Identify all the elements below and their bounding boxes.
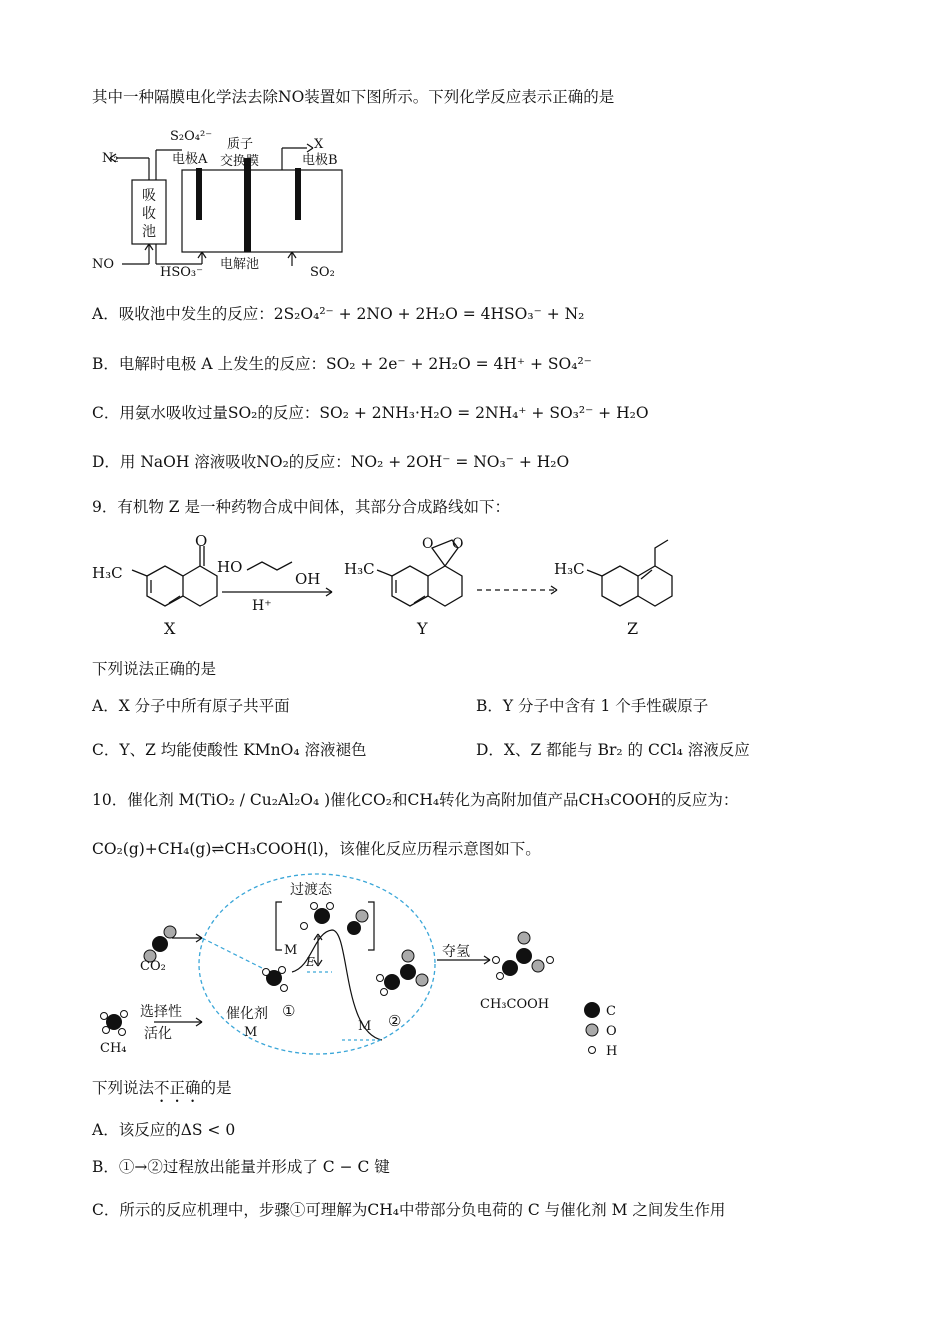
label-dehydro: 夺氢 bbox=[442, 944, 470, 960]
label-m-ts: M bbox=[284, 943, 298, 958]
label-absorb-1: 吸 bbox=[142, 188, 156, 204]
label-transition: 过渡态 bbox=[290, 882, 332, 898]
q8-option-c: C．用氨水吸收过量SO₂的反应：SO₂ + 2NH₃·H₂O = 2NH₄⁺ + SO₃²⁻ + H₂O bbox=[92, 404, 649, 422]
label-ch4: CH₄ bbox=[100, 1041, 127, 1056]
label-product: CH₃COOH bbox=[480, 997, 550, 1012]
q9-ask: 下列说法正确的是 bbox=[92, 660, 217, 678]
label-electrode-a: 电极A bbox=[172, 152, 208, 167]
x-label: X bbox=[164, 619, 176, 638]
label-n2: N₂ bbox=[102, 151, 119, 166]
q8-option-b: B．电解时电极 A 上发生的反应：SO₂ + 2e⁻ + 2H₂O = 4H⁺ + SO₄²⁻ bbox=[92, 355, 592, 373]
label-absorb-2: 收 bbox=[142, 206, 156, 222]
z-h3c: H₃C bbox=[554, 560, 585, 578]
q8-option-d: D．用 NaOH 溶液吸收NO₂的反应：NO₂ + 2OH⁻ = NO₃⁻ + H₂O bbox=[92, 453, 570, 471]
label-co2: CO₂ bbox=[140, 959, 166, 974]
q9-stem: 9．有机物 Z 是一种药物合成中间体，其部分合成路线如下： bbox=[92, 498, 510, 516]
legend-o: O bbox=[606, 1024, 617, 1039]
label-absorb-3: 池 bbox=[142, 224, 156, 240]
y-label: Y bbox=[417, 619, 428, 638]
emphasis-text: 不正确 bbox=[154, 1079, 201, 1097]
label-select-1: 选择性 bbox=[140, 1004, 182, 1020]
q10-stem-1: 10．催化剂 M(TiO₂ / Cu₂Al₂O₄ )催化CO₂和CH₄转化为高附加值产品CH₃COOH的反应为： bbox=[92, 791, 739, 809]
q10-ask: 下列说法不正确的是 bbox=[92, 1079, 232, 1097]
catalyst-h: H⁺ bbox=[252, 598, 272, 614]
label-no: NO bbox=[92, 257, 115, 272]
catalysis-mechanism-diagram bbox=[92, 872, 652, 1062]
reagent-ho: HO bbox=[217, 558, 243, 576]
legend-h: H bbox=[606, 1044, 618, 1059]
legend-carbon-dot bbox=[584, 1002, 600, 1018]
label-electrode-b: 电极B bbox=[302, 153, 338, 168]
legend-c: C bbox=[606, 1004, 616, 1019]
label-so2: SO₂ bbox=[310, 265, 335, 280]
label-x: X bbox=[314, 137, 324, 152]
label-m-2: M bbox=[358, 1019, 372, 1034]
q10-stem-2: CO₂(g)+CH₄(g)⇌CH₃COOH(l)，该催化反应历程示意图如下。 bbox=[92, 840, 541, 858]
y-o2: O bbox=[452, 536, 464, 552]
label-step1: ① bbox=[282, 1002, 296, 1020]
electrolysis-diagram bbox=[92, 118, 362, 283]
synthesis-route-diagram bbox=[92, 530, 692, 645]
y-o1: O bbox=[422, 536, 434, 552]
legend-oxygen-dot bbox=[586, 1024, 598, 1036]
y-h3c: H₃C bbox=[344, 560, 375, 578]
z-label: Z bbox=[627, 619, 639, 638]
q9-option-b: B．Y 分子中含有 1 个手性碳原子 bbox=[476, 697, 709, 715]
label-membrane-2: 交换膜 bbox=[220, 154, 260, 169]
label-hso3: HSO₃⁻ bbox=[160, 265, 203, 280]
intro-text: 其中一种隔膜电化学法去除NO装置如下图所示。下列化学反应表示正确的是 bbox=[92, 88, 615, 106]
label-cell: 电解池 bbox=[220, 257, 260, 272]
x-h3c: H₃C bbox=[92, 564, 123, 582]
q10-option-c: C．所示的反应机理中，步骤①可理解为CH₄中带部分负电荷的 C 与催化剂 M 之间发生作用 bbox=[92, 1201, 726, 1219]
reagent-oh: OH bbox=[295, 570, 321, 588]
q9-option-a: A．X 分子中所有原子共平面 bbox=[92, 697, 290, 715]
label-catalyst-1: 催化剂 bbox=[226, 1006, 268, 1022]
label-e: E bbox=[306, 955, 315, 969]
q8-option-a: A．吸收池中发生的反应：2S₂O₄²⁻ + 2NO + 2H₂O = 4HSO₃⁻ + N₂ bbox=[92, 305, 585, 323]
q9-option-c: C．Y、Z 均能使酸性 KMnO₄ 溶液褪色 bbox=[92, 741, 367, 759]
legend-hydrogen-dot bbox=[589, 1047, 596, 1054]
label-step2: ② bbox=[388, 1012, 402, 1030]
q9-option-d: D．X、Z 都能与 Br₂ 的 CCl₄ 溶液反应 bbox=[476, 741, 750, 759]
label-select-2: 活化 bbox=[144, 1026, 172, 1042]
x-o: O bbox=[195, 532, 208, 550]
label-membrane-1: 质子 bbox=[227, 137, 254, 152]
q10-option-b: B．①→②过程放出能量并形成了 C − C 键 bbox=[92, 1158, 390, 1176]
q10-option-a: A．该反应的ΔS < 0 bbox=[92, 1121, 236, 1139]
label-s2o4: S₂O₄²⁻ bbox=[170, 129, 213, 144]
label-catalyst-2: M bbox=[244, 1025, 258, 1040]
